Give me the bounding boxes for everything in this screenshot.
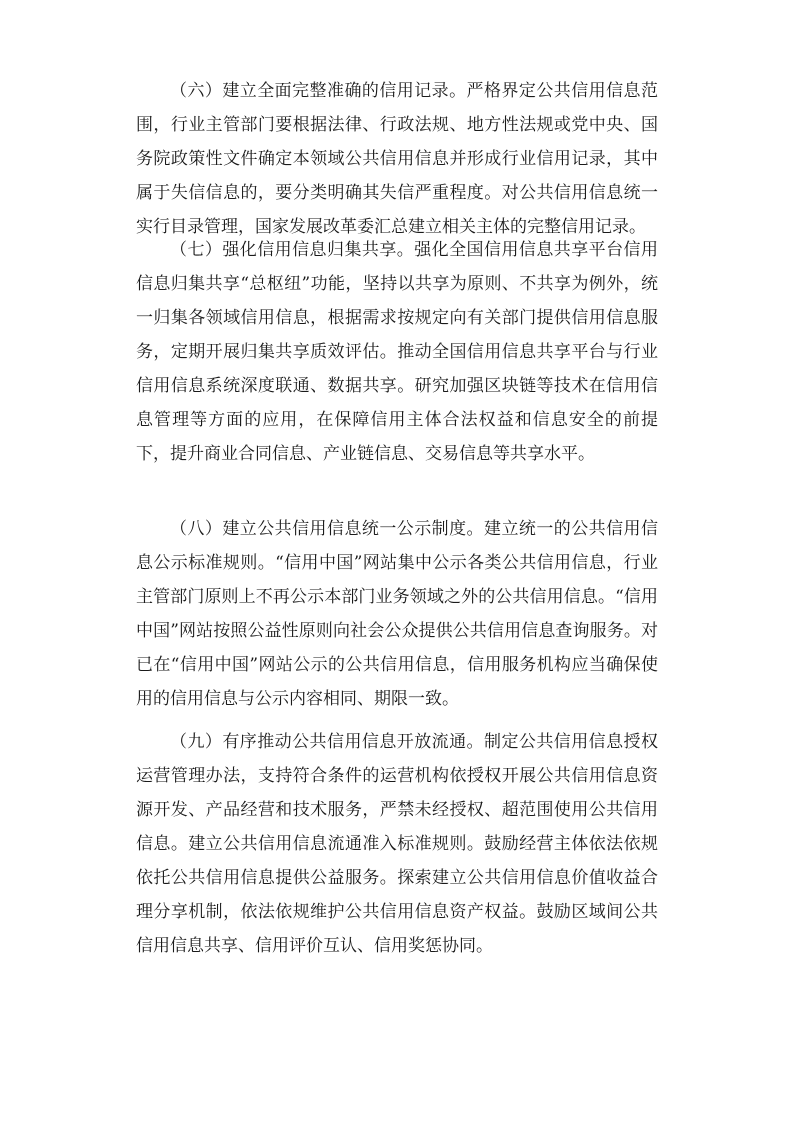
paragraph-8: （八）建立公共信用信息统一公示制度。建立统一的公共信用信息公示标准规则。“信用中国”网站集中公示各类公共信用信息，行业主管部门原则上不再公示本部门业务领域之外的公共信用信息。“信用中国”网站按照公益性原则向社会公众提供公共信用信息查询服务。对已在“信用中国”网站公示的公共信用信息，信用服务机构应当确保使用的信用信息与公示内容相同、期限一致。: [136, 519, 658, 709]
paragraph-9: （九）有序推动公共信用信息开放流通。制定公共信用信息授权运营管理办法，支持符合条件的运营机构依授权开展公共信用信息资源开发、产品经营和技术服务，严禁未经授权、超范围使用公共信用信息。建立公共信用信息流通准入标准规则。鼓励经营主体依法依规依托公共信用信息提供公益服务。探索建立公共信用信息价值收益合理分享机制，依法依规维护公共信用信息资产权益。鼓励区域间公共信用信息共享、信用评价互认、信用奖惩协同。: [136, 732, 658, 956]
paragraph-7: （七）强化信用信息归集共享。强化全国信用信息共享平台信用信息归集共享“总枢纽”功能，坚持以共享为原则、不共享为例外，统一归集各领域信用信息，根据需求按规定向有关部门提供信用信息服务，定期开展归集共享质效评估。推动全国信用信息共享平台与行业信用信息系统深度联通、数据共享。研究加强区块链等技术在信用信息管理等方面的应用，在保障信用主体合法权益和信息安全的前提下，提升商业合同信息、产业链信息、交易信息等共享水平。: [136, 240, 658, 464]
paragraph-6: （六）建立全面完整准确的信用记录。严格界定公共信用信息范围，行业主管部门要根据法律、行政法规、地方性法规或党中央、国务院政策性文件确定本领域公共信用信息并形成行业信用记录，其中属于失信信息的，要分类明确其失信严重程度。对公共信用信息统一实行目录管理，国家发展改革委汇总建立相关主体的完整信用记录。: [136, 81, 658, 237]
